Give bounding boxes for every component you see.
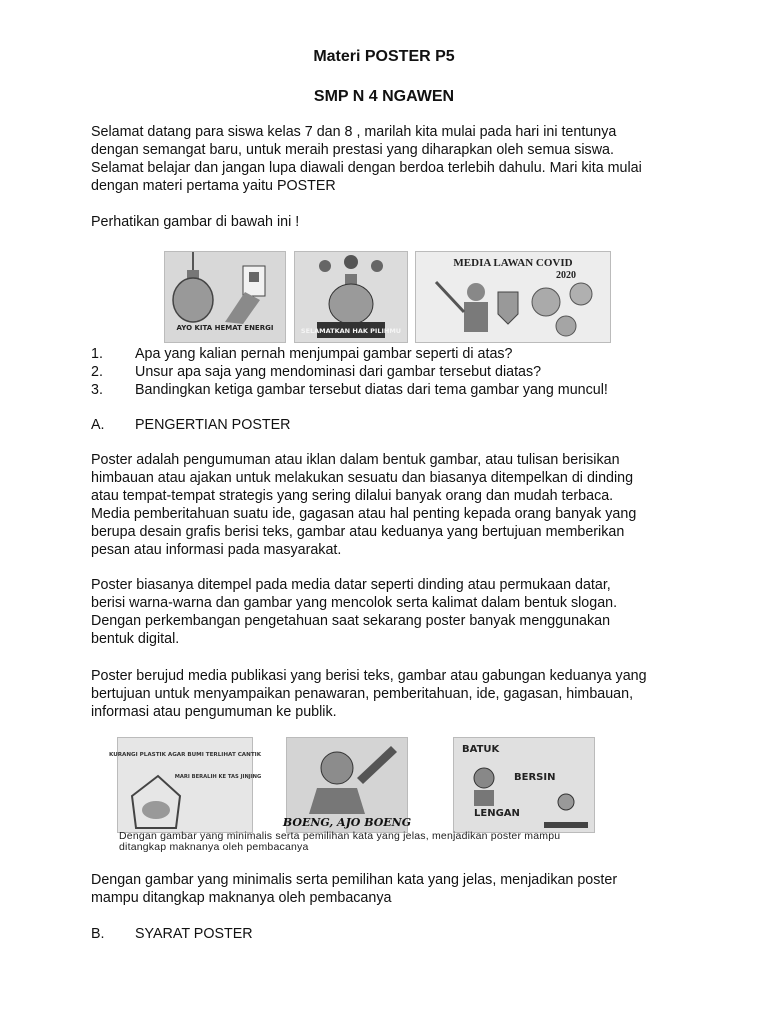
text-line: Media pemberitahuan suatu ide, gagasan atau hal penting kepada orang banyak yang [91,506,637,522]
publication-paragraph [91,667,691,721]
text-line: Poster biasanya ditempel pada media datar seperti dinding atau permukaan datar, [91,577,611,593]
text-line: berupa desain grafis berisi teks, gambar atau keduanya yang bertujuan memberikan [91,524,625,540]
question-item [91,345,513,363]
text-line: informasi atau pengumuman ke publik. [91,704,337,720]
text-line: Dengan gambar yang minimalis serta pemilihan kata yang jelas, menjadikan poster [91,872,618,888]
media-paragraph [91,576,691,648]
text-line: Dengan perkembangan pengetahuan saat sekarang poster banyak menggunakan [91,613,611,629]
poster-subtext: MARI BERALIH KE TAS JINJING [174,774,262,780]
poster-lawan-covid-image [415,251,611,343]
poster-word: LENGAN [474,808,520,819]
text-line: Selamat datang para siswa kelas 7 dan 8 , marilah kita mulai pada hari ini tentunya [91,124,617,140]
question-item [91,381,608,399]
text-line: Poster adalah pengumuman atau iklan dalam bentuk gambar, atau tulisan berisikan [91,452,620,468]
text-line: dengan semangat baru, untuk meraih prestasi yang diharapkan oleh semua siswa. [91,142,614,158]
poster-text: KURANGI PLASTIK AGAR BUMI TERLIHAT CANTIK [108,752,262,758]
question-number: 1. [91,346,103,362]
text-line: pesan atau informasi pada masyarakat. [91,542,342,558]
section-a-heading [91,416,290,434]
figure-caption-line: ditangkap maknanya oleh pembacanya [119,841,309,853]
text-line: Selamat belajar dan jangan lupa diawali dengan berdoa terlebih dahulu. Mari kita mulai [91,160,642,176]
section-number: B. [91,926,105,942]
poster-word: BATUK [462,744,500,755]
poster-batuk-bersin-image [453,737,595,833]
poster-plastik-image [108,737,262,833]
poster-hak-pilih-image [294,251,408,343]
question-text: Bandingkan ketiga gambar tersebut diatas dari tema gambar yang muncul! [135,382,608,398]
section-number: A. [91,417,105,433]
summary-paragraph [91,871,691,907]
section-title: SYARAT POSTER [135,926,253,942]
text-line: Poster berujud media publikasi yang berisi teks, gambar atau gabungan keduanya yang [91,668,647,684]
poster-boeng-image [282,737,412,833]
poster-title: MEDIA LAWAN COVID [453,257,573,269]
text-line: berisi warna-warna dan gambar yang mencolok serta kalimat dalam bentuk slogan. [91,595,618,611]
question-number: 2. [91,364,103,380]
text-line: dengan materi pertama yaitu POSTER [91,178,336,194]
text-line: bertujuan untuk menyampaikan penawaran, pemberitahuan, ide, gagasan, himbauan, [91,686,634,702]
question-text: Unsur apa saja yang mendominasi dari gambar tersebut diatas? [135,364,542,380]
section-b-heading [91,925,253,943]
poster-text: BOENG, AJO BOENG [282,816,412,829]
prompt-text: Perhatikan gambar di bawah ini ! [91,214,300,230]
text-line: himbauan atau ajakan untuk melakukan sesuatu dan biasanya ditempelkan di dinding [91,470,634,486]
poster-year: 2020 [556,270,576,281]
question-number: 3. [91,382,103,398]
page-title: Materi POSTER P5 [313,48,455,65]
question-item [91,363,541,381]
text-line: bentuk digital. [91,631,180,647]
poster-hemat-energi-image [164,251,286,343]
figure-caption-line: Dengan gambar yang minimalis serta pemilihan kata yang jelas, menjadikan poster mampu [119,830,561,842]
intro-paragraph [91,123,691,195]
poster-text: SELAMATKAN HAK PILIHMU [300,327,402,335]
definition-paragraph [91,451,691,559]
text-line: atau tempat-tempat strategis yang sering dilalui banyak orang dan mudah terbaca. [91,488,614,504]
text-line: mampu ditangkap maknanya oleh pembacanya [91,890,392,906]
poster-text: AYO KITA HEMAT ENERGI [176,324,274,332]
poster-word: BERSIN [514,772,556,783]
question-text: Apa yang kalian pernah menjumpai gambar seperti di atas? [135,346,513,362]
school-name: SMP N 4 NGAWEN [313,88,455,105]
section-title: PENGERTIAN POSTER [135,417,291,433]
